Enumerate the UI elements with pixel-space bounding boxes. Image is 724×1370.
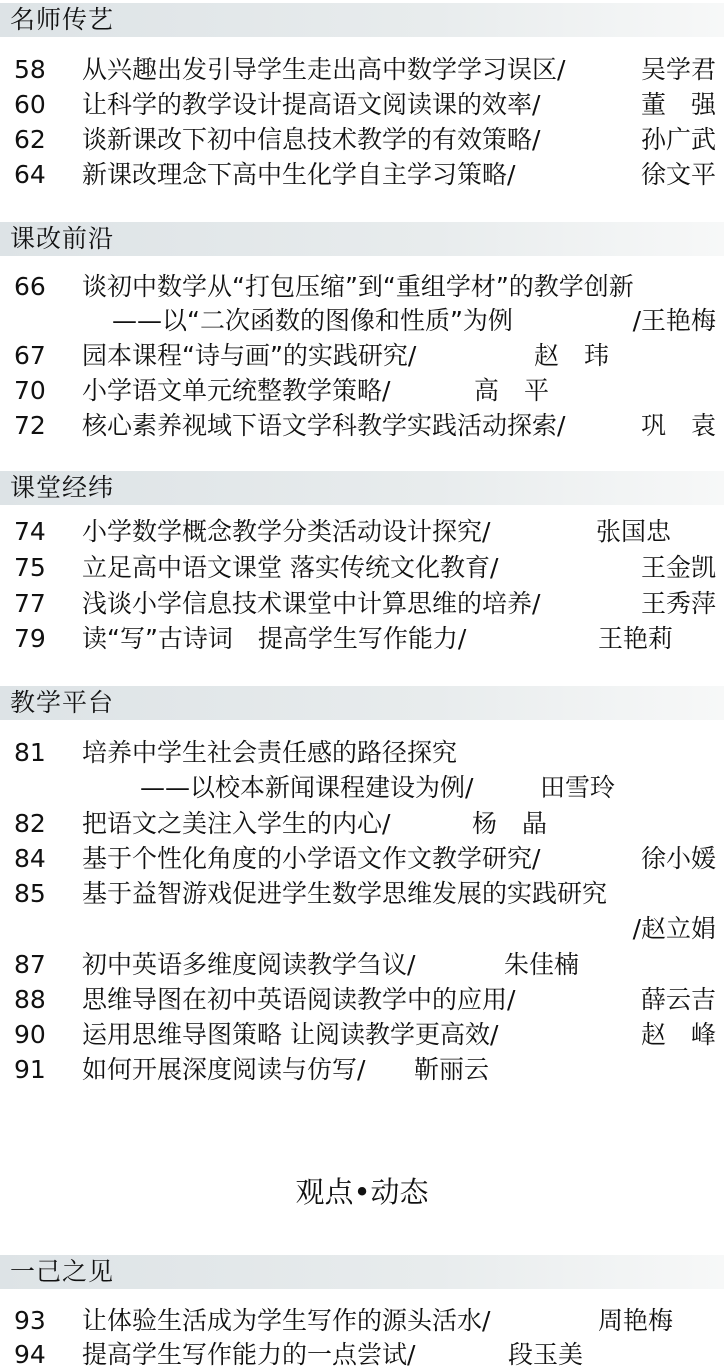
toc-entry[interactable]	[0, 272, 724, 302]
column-title: 观点•动态	[295, 1175, 429, 1209]
page-number: 67	[14, 341, 46, 370]
article-author: 张国忠	[596, 517, 672, 546]
article-title: 立足高中语文课堂 落实传统文化教育/	[82, 553, 499, 582]
article-author: 巩 袁	[640, 411, 716, 440]
toc-entry[interactable]	[0, 1306, 724, 1336]
section-heading: 名师传艺	[10, 5, 115, 34]
article-author: 高 平	[474, 376, 550, 405]
section-header-jiaoxue	[0, 686, 724, 720]
section-header-kegai	[0, 222, 724, 256]
toc-entry[interactable]	[0, 55, 724, 85]
page-number: 75	[14, 553, 46, 582]
page-number: 66	[14, 272, 46, 301]
article-author: 薛云吉	[640, 985, 716, 1014]
article-title: 园本课程“诗与画”的实践研究/	[82, 341, 417, 370]
section-heading: 一己之见	[10, 1257, 115, 1286]
article-title: 谈初中数学从“打包压缩”到“重组学材”的教学创新	[82, 272, 634, 301]
article-title: 小学语文单元统整教学策略/	[82, 376, 391, 405]
page-number: 58	[14, 55, 46, 84]
article-author: 吴学君	[640, 55, 716, 84]
article-title: 培养中学生社会责任感的路径探究	[82, 738, 458, 767]
toc-entry[interactable]	[0, 553, 724, 583]
article-author: 周艳梅	[598, 1306, 674, 1335]
article-author: 赵 峰	[640, 1020, 716, 1049]
section-header-yiji	[0, 1255, 724, 1289]
article-author: 段玉美	[508, 1340, 584, 1369]
toc-entry[interactable]	[0, 950, 724, 980]
article-title: 运用思维导图策略 让阅读教学更高效/	[82, 1020, 499, 1049]
article-author: /赵立娟	[632, 914, 716, 943]
article-title: 思维导图在初中英语阅读教学中的应用/	[82, 985, 516, 1014]
toc-entry[interactable]	[0, 1020, 724, 1050]
article-title: 基于个性化角度的小学语文作文教学研究/	[82, 844, 541, 873]
article-author: 孙广武	[640, 125, 716, 154]
toc-entry[interactable]	[0, 624, 724, 654]
article-title: 让科学的教学设计提高语文阅读课的效率/	[82, 90, 541, 119]
page-number: 72	[14, 411, 46, 440]
article-author: 靳丽云	[414, 1055, 490, 1084]
article-author: 赵 玮	[534, 341, 610, 370]
toc-entry-continuation	[0, 773, 724, 803]
article-author: /王艳梅	[632, 306, 716, 335]
article-title: 如何开展深度阅读与仿写/	[82, 1055, 366, 1084]
toc-entry[interactable]	[0, 411, 724, 441]
page-number: 93	[14, 1306, 46, 1335]
article-title: 核心素养视域下语文学科教学实践活动探索/	[82, 411, 566, 440]
page-number: 94	[14, 1340, 46, 1369]
article-author: 田雪玲	[540, 773, 616, 802]
article-title: 从兴趣出发引导学生走出高中数学学习误区/	[82, 55, 566, 84]
article-title: 初中英语多维度阅读教学刍议/	[82, 950, 416, 979]
toc-entry[interactable]	[0, 341, 724, 371]
article-title: 让体验生活成为学生写作的源头活水/	[82, 1306, 491, 1335]
toc-entry[interactable]	[0, 376, 724, 406]
page-number: 79	[14, 624, 46, 653]
article-title: 谈新课改下初中信息技术教学的有效策略/	[82, 125, 541, 154]
page-number: 70	[14, 376, 46, 405]
page-number: 64	[14, 160, 46, 189]
toc-entry[interactable]	[0, 844, 724, 874]
toc-entry[interactable]	[0, 125, 724, 155]
page-number: 62	[14, 125, 46, 154]
section-header-ketang	[0, 471, 724, 505]
page-number: 60	[14, 90, 46, 119]
article-author: 杨 晶	[472, 809, 548, 838]
article-author: 王艳莉	[598, 624, 674, 653]
toc-entry[interactable]	[0, 517, 724, 547]
page-number: 77	[14, 589, 46, 618]
article-subtitle: ——以校本新闻课程建设为例/	[140, 773, 474, 802]
page-number: 82	[14, 809, 46, 838]
article-author: 董 强	[640, 90, 716, 119]
article-title: 读“写”古诗词 提高学生写作能力/	[82, 624, 467, 653]
toc-entry[interactable]	[0, 985, 724, 1015]
article-title: 浅谈小学信息技术课堂中计算思维的培养/	[82, 589, 541, 618]
page-number: 81	[14, 738, 46, 767]
toc-entry[interactable]	[0, 1340, 724, 1370]
article-subtitle: ——以“二次函数的图像和性质”为例	[112, 306, 513, 335]
article-title: 小学数学概念教学分类活动设计探究/	[82, 517, 491, 546]
article-author: 王秀萍	[640, 589, 716, 618]
toc-entry[interactable]	[0, 90, 724, 120]
page-number: 87	[14, 950, 46, 979]
article-title: 提高学生写作能力的一点尝试/	[82, 1340, 416, 1369]
article-title: 把语文之美注入学生的内心/	[82, 809, 391, 838]
page-number: 91	[14, 1055, 46, 1084]
toc-entry[interactable]	[0, 589, 724, 619]
toc-entry[interactable]	[0, 1055, 724, 1085]
section-heading: 教学平台	[10, 688, 115, 717]
article-title: 基于益智游戏促进学生数学思维发展的实践研究	[82, 879, 608, 908]
toc-entry-continuation	[0, 914, 724, 944]
toc-entry[interactable]	[0, 879, 724, 909]
page-number: 84	[14, 844, 46, 873]
article-author: 王金凯	[640, 553, 716, 582]
article-author: 徐小媛	[640, 844, 716, 873]
section-heading: 课堂经纬	[10, 473, 115, 502]
article-title: 新课改理念下高中生化学自主学习策略/	[82, 160, 516, 189]
page-number: 88	[14, 985, 46, 1014]
toc-entry-continuation	[0, 306, 724, 336]
page-number: 85	[14, 879, 46, 908]
section-heading: 课改前沿	[10, 224, 115, 253]
article-author: 朱佳楠	[504, 950, 580, 979]
page-number: 90	[14, 1020, 46, 1049]
toc-entry[interactable]	[0, 160, 724, 190]
page-number: 74	[14, 517, 46, 546]
section-header-mingshi	[0, 3, 724, 37]
toc-entry[interactable]	[0, 809, 724, 839]
article-author: 徐文平	[640, 160, 716, 189]
toc-entry[interactable]	[0, 738, 724, 768]
